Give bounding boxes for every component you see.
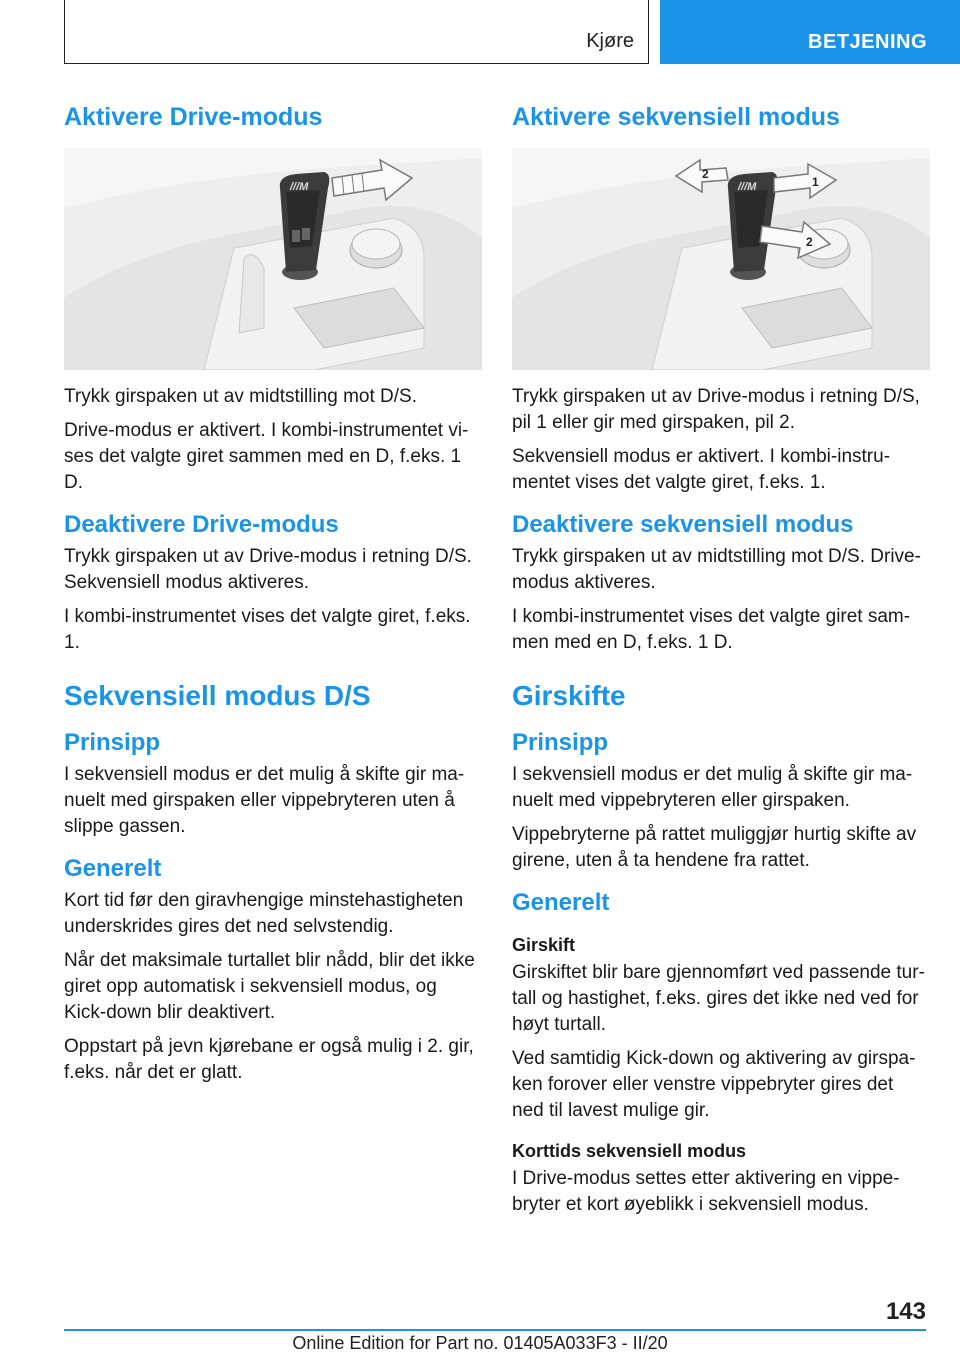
footer-edition: Online Edition for Part no. 01405A033F3 - II/20: [292, 1333, 668, 1353]
header-section-label: Kjøre: [586, 30, 634, 52]
paragraph: Girskiftet blir bare gjennomført ved passende tur-tall og hastighet, f.eks. gires det ikke ned ved for høyt turtall.: [512, 962, 925, 1035]
heading-short-sequential: Korttids sekvensiell modus: [512, 1141, 747, 1161]
heading-activate-sequential: Aktivere sekvensiell modus: [512, 103, 840, 131]
paragraph: I sekvensiell modus er det mulig å skifte gir ma-nuelt med girspaken eller vippebryteren uten å slippe gassen.: [64, 764, 465, 837]
heading-general: Generelt: [512, 889, 610, 916]
footer-divider: [64, 1329, 926, 1331]
paragraph: Sekvensiell modus er aktivert. I kombi-instru-mentet vises det valgte giret, f.eks. 1.: [512, 446, 891, 493]
arrow-1-label: 1: [812, 175, 819, 189]
paragraph: Trykk girspaken ut av Drive-modus i retning D/S, pil 1 eller gir med girspaken, pil 2.: [512, 386, 920, 433]
paragraph: I Drive-modus settes etter aktivering en vippe-bryter et kort øyeblikk i sekvensiell modus.: [512, 1168, 900, 1215]
heading-principle: Prinsipp: [64, 729, 161, 756]
page-number: 143: [885, 1298, 926, 1325]
header-section-box: [64, 0, 649, 64]
heading-activate-drive: Aktivere Drive-modus: [64, 103, 323, 131]
paragraph: Trykk girspaken ut av midtstilling mot D/S.: [64, 386, 418, 407]
header-chapter-label: BETJENING: [808, 31, 927, 53]
heading-principle: Prinsipp: [512, 729, 609, 756]
heading-gear-shifting: Girskifte: [512, 680, 626, 711]
paragraph: Drive-modus er aktivert. I kombi-instrumentet vi-ses det valgte giret sammen med en D, f.eks. 1 D.: [64, 420, 469, 493]
paragraph: Kort tid før den giravhengige minstehastigheten underskrides gires det ned selvstendig.: [64, 890, 464, 937]
heading-deactivate-drive: Deaktivere Drive-modus: [64, 511, 339, 538]
heading-general: Generelt: [64, 855, 162, 882]
heading-deactivate-sequential: Deaktivere sekvensiell modus: [512, 511, 854, 538]
svg-text:///M: ///M: [290, 181, 309, 193]
paragraph: Når det maksimale turtallet blir nådd, blir det ikke giret opp automatisk i sekvensiell modus, og Kick-down blir deaktivert.: [64, 950, 475, 1023]
paragraph: Trykk girspaken ut av midtstilling mot D/S. Drive-modus aktiveres.: [512, 546, 921, 593]
right-column: [512, 100, 930, 1226]
svg-text:///M: ///M: [738, 181, 757, 193]
paragraph: Oppstart på jevn kjørebane er også mulig i 2. gir, f.eks. når det er glatt.: [64, 1036, 474, 1083]
arrow-2-label: 2: [702, 167, 709, 181]
arrow-2-label-lower: 2: [806, 235, 813, 249]
gear-selector-illustration-drive: [64, 148, 482, 370]
paragraph: I kombi-instrumentet vises det valgte giret sam-men med en D, f.eks. 1 D.: [512, 606, 911, 653]
paragraph: Ved samtidig Kick-down og aktivering av girspa-ken forover eller venstre vippebryter gires det ned til lavest mulige gir.: [512, 1048, 916, 1121]
heading-gearshift: Girskift: [512, 935, 576, 955]
gear-selector-illustration-sequential: [512, 148, 930, 370]
paragraph: I sekvensiell modus er det mulig å skifte gir ma-nuelt med vippebryteren eller girspaken.: [512, 764, 913, 811]
heading-sequential-mode: Sekvensiell modus D/S: [64, 680, 371, 711]
header-chapter-box: [660, 0, 960, 64]
left-column: [64, 100, 482, 1094]
gear-lever-sequential-image: [512, 148, 930, 370]
paragraph: Vippebryterne på rattet muliggjør hurtig skifte av girene, uten å ta hendene fra rattet.: [512, 824, 917, 871]
gear-lever-drive-image: [64, 148, 482, 370]
paragraph: Trykk girspaken ut av Drive-modus i retning D/S. Sekvensiell modus aktiveres.: [64, 546, 472, 593]
paragraph: I kombi-instrumentet vises det valgte giret, f.eks. 1.: [64, 606, 471, 653]
